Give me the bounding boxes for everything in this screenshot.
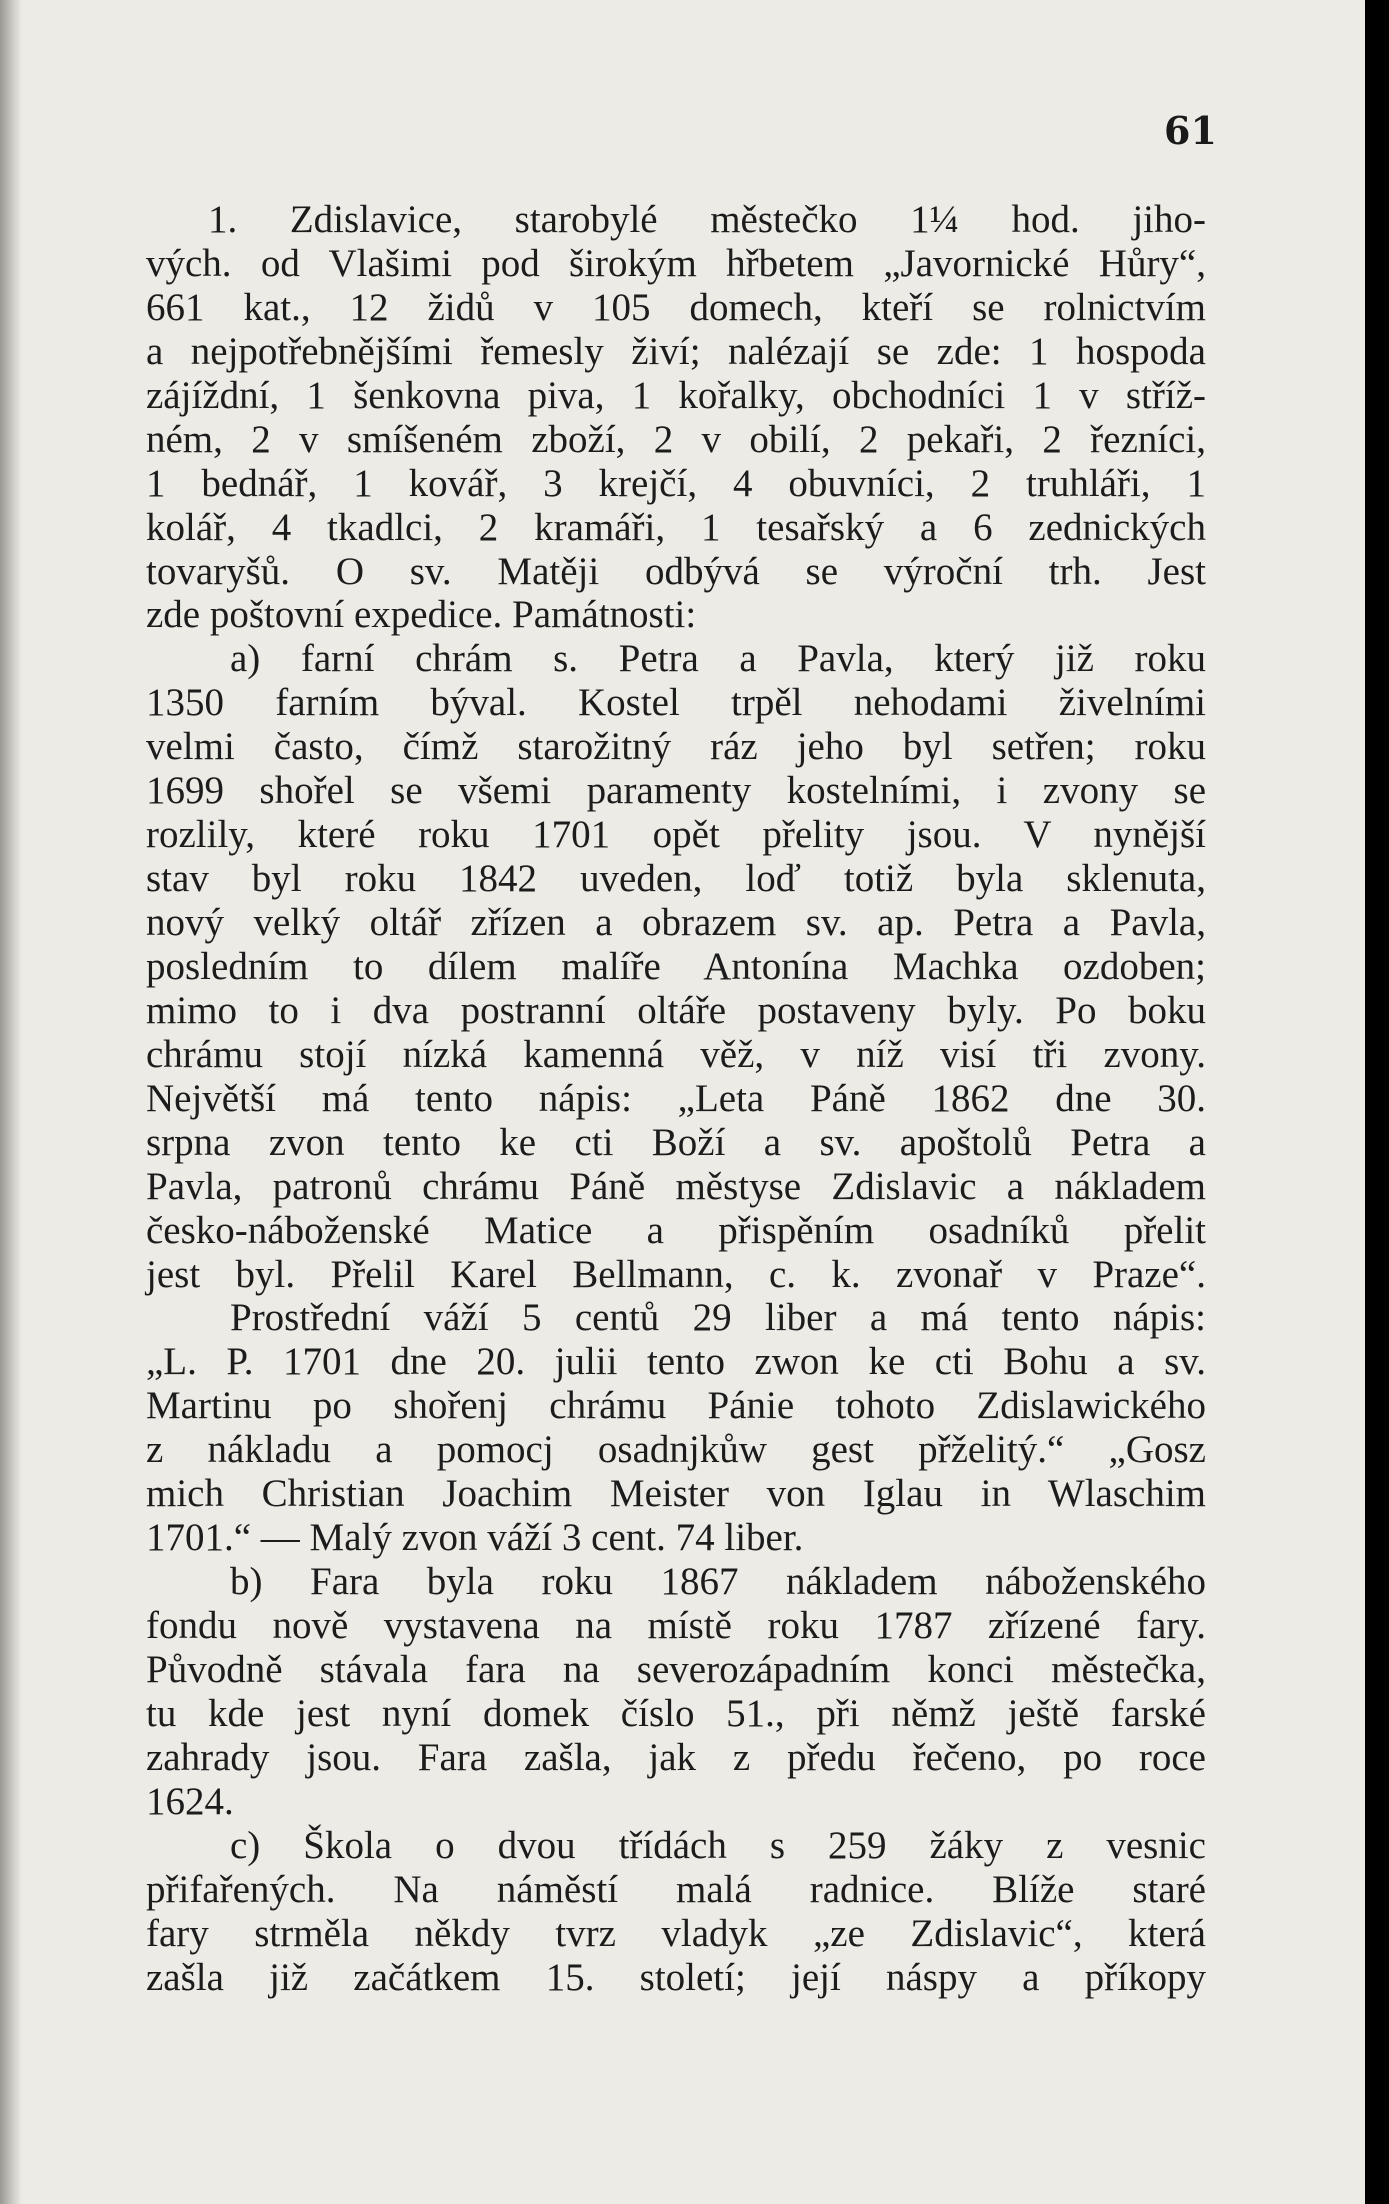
text-line: zde poštovní expedice. Památnosti: <box>146 593 697 637</box>
text-line: 1350 farním býval. Kostel trpěl nehodami živelními <box>146 681 1206 725</box>
text-line: zahrady jsou. Fara zašla, jak z předu řečeno, po roce <box>146 1735 1206 1779</box>
text-line: tovaryšů. O sv. Matěji odbývá se výroční trh. Jest <box>146 549 1206 593</box>
text-line: velmi často, čímž starožitný ráz jeho byl setřen; roku <box>146 725 1206 769</box>
text-line: a nejpotřebnějšími řemesly živí; nalézají se zde: 1 hospoda <box>146 329 1206 373</box>
text-line: 1. Zdislavice, starobylé městečko 1¼ hod. jiho- <box>208 198 1206 241</box>
text-line: rozlily, které roku 1701 opět přelity jsou. V nynější <box>146 813 1206 857</box>
text-line: 661 kat., 12 židů v 105 domech, kteří se rolnictvím <box>146 285 1206 329</box>
text-line: nový velký oltář zřízen a obrazem sv. ap. Petra a Pavla, <box>146 901 1206 944</box>
text-line: b) Fara byla roku 1867 nákladem náboženského <box>230 1560 1206 1604</box>
text-line: 1624. <box>146 1779 234 1823</box>
text-line: 1699 shořel se všemi paramenty kostelními, i zvony se <box>146 769 1206 813</box>
text-line: posledním to dílem malíře Antonína Machka ozdoben; <box>146 944 1206 988</box>
text-line: vých. od Vlašimi pod širokým hřbetem „Javornické Hůry“, <box>146 241 1206 285</box>
page-number: 61 <box>1164 108 1217 153</box>
scan-border <box>1365 0 1389 2204</box>
text-line: Původně stávala fara na severozápadním konci městečka, <box>146 1647 1206 1691</box>
text-line: česko-náboženské Matice a přispěním osadníků přelit <box>146 1208 1206 1252</box>
text-line: přifařených. Na náměstí malá radnice. Blíže staré <box>146 1867 1206 1911</box>
text-line: zašla již začátkem 15. století; její náspy a příkopy <box>146 1955 1206 1999</box>
text-line: zájíždní, 1 šenkovna piva, 1 kořalky, obchodníci 1 v stříž- <box>146 373 1206 417</box>
text-line: ném, 2 v smíšeném zboží, 2 v obilí, 2 pekaři, 2 řezníci, <box>146 417 1206 461</box>
text-line: 1701.“ — Malý zvon váží 3 cent. 74 liber. <box>146 1516 804 1560</box>
text-line: c) Škola o dvou třídách s 259 žáky z vesnic <box>230 1823 1206 1867</box>
text-line: Martinu po shořenj chrámu Pánie tohoto Zdislawického <box>146 1384 1206 1428</box>
text-line: Největší má tento nápis: „Leta Páně 1862 dne 30. <box>146 1076 1206 1120</box>
text-line: 1 bednář, 1 kovář, 3 krejčí, 4 obuvníci, 2 truhláři, 1 <box>146 461 1206 505</box>
text-line: chrámu stojí nízká kamenná věž, v níž visí tři zvony. <box>146 1032 1206 1076</box>
text-line: fary strměla někdy tvrz vladyk „ze Zdislavic“, která <box>146 1911 1206 1955</box>
text-line: mimo to i dva postranní oltáře postaveny byly. Po boku <box>146 988 1206 1032</box>
text-line: srpna zvon tento ke cti Boží a sv. apoštolů Petra a <box>146 1120 1206 1164</box>
text-line: a) farní chrám s. Petra a Pavla, který již roku <box>230 637 1206 681</box>
text-line: stav byl roku 1842 uveden, loď totiž byla sklenuta, <box>146 857 1206 901</box>
text-line: mich Christian Joachim Meister von Iglau in Wlaschim <box>146 1472 1206 1516</box>
text-line: kolář, 4 tkadlci, 2 kramáři, 1 tesařský a 6 zednických <box>146 505 1206 549</box>
text-line: z nákladu a pomocj osadnjkůw gest přželitý.“ „Gosz <box>146 1428 1206 1472</box>
text-line: Pavla, patronů chrámu Páně městyse Zdislavic a nákladem <box>146 1164 1206 1208</box>
text-line: „L. P. 1701 dne 20. julii tento zwon ke cti Bohu a sv. <box>146 1340 1206 1384</box>
page-spine-shadow <box>0 0 22 2204</box>
text-line: jest byl. Přelil Karel Bellmann, c. k. zvonař v Praze“. <box>146 1252 1206 1296</box>
text-line: Prostřední váží 5 centů 29 liber a má tento nápis: <box>230 1296 1206 1340</box>
text-line: tu kde jest nyní domek číslo 51., při němž ještě farské <box>146 1691 1206 1735</box>
body-text <box>146 198 1206 1999</box>
text-line: fondu nově vystavena na místě roku 1787 zřízené fary. <box>146 1604 1206 1647</box>
